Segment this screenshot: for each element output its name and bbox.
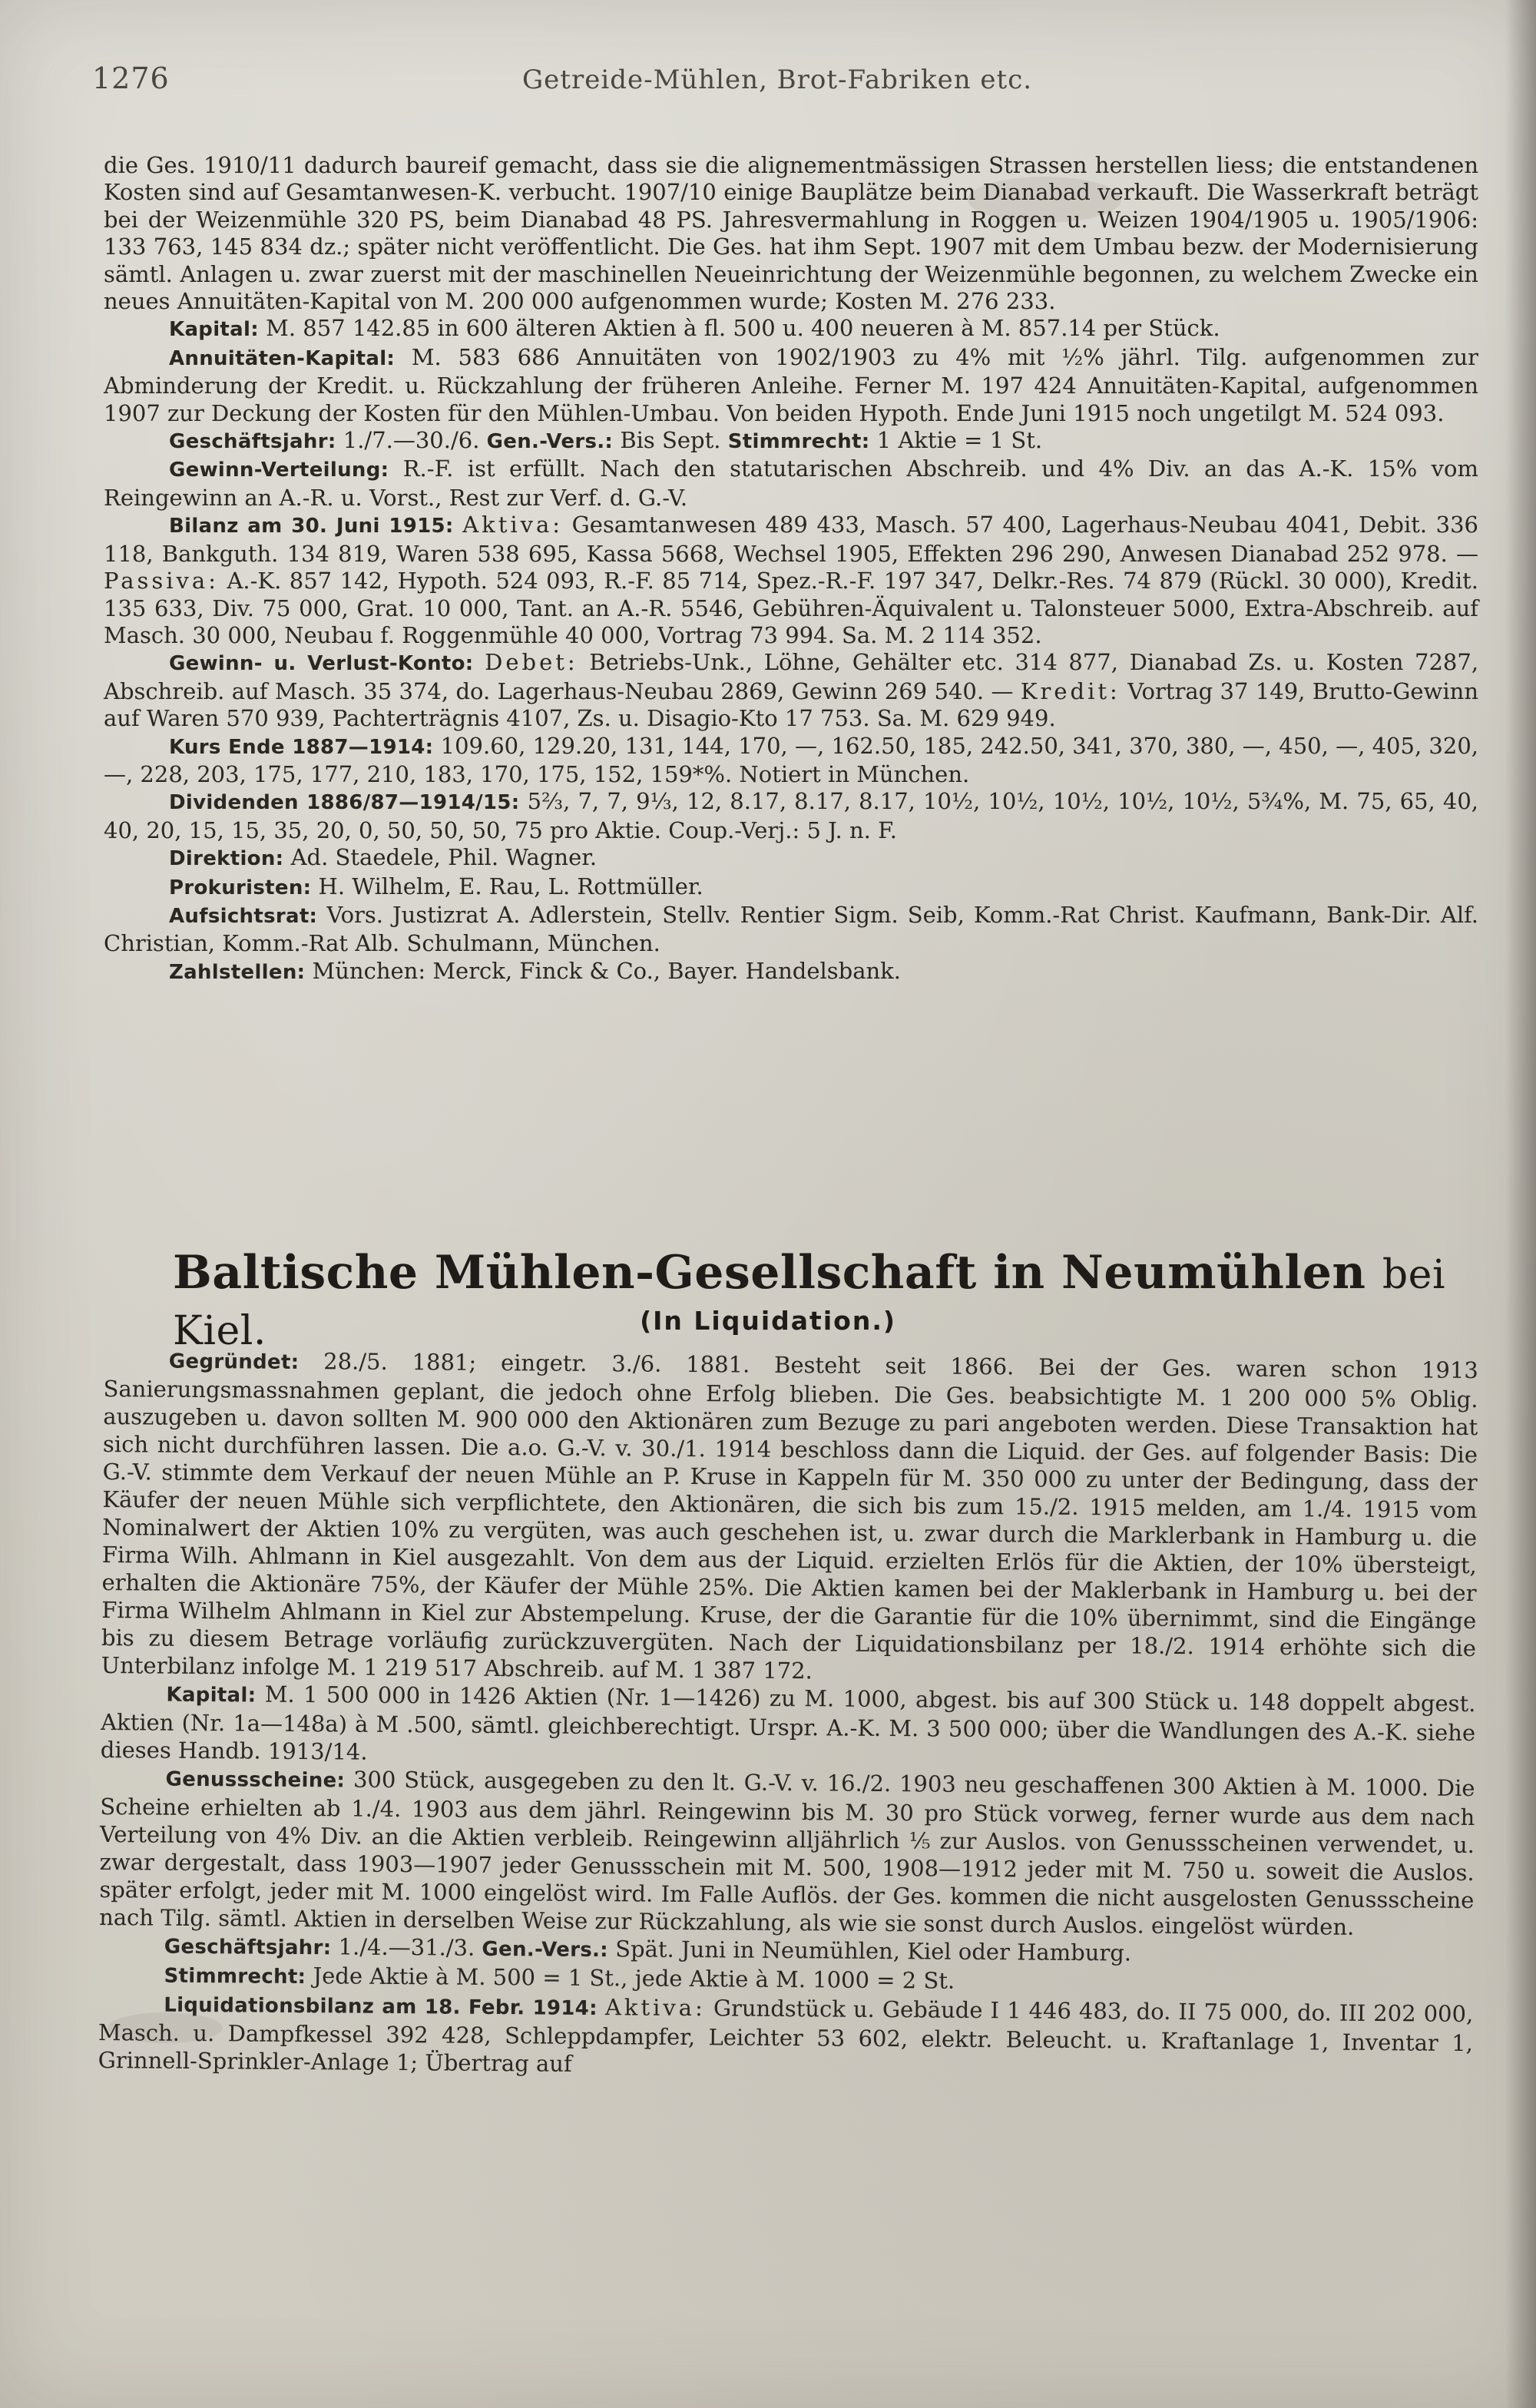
- kapital-paragraph-2: [101, 1679, 1476, 1774]
- aktiva-text-2: Grundstück u. Gebäude I 1 446 483, do. II 75 000, do. III 202 000, Masch. u. Dampfkessel 392 428, Schleppdampfer, Leichter 53 602, elektr. Beleucht. u. Kraftanlage 1, Inventar 1, Grinnell-Sprinkler-Anlage 1; Übertrag auf: [98, 1995, 1474, 2077]
- dividenden-text: 5⅔, 7, 7, 9⅓, 12, 8.17, 8.17, 8.17, 10½, 10½, 10½, 10½, 10½, 5¾%, M. 75, 65, 40, 40, 20, 15, 15, 35, 20, 0, 50, 50, 50, 75 pro Aktie. Coup.-Verj.: 5 J. n. F.: [104, 788, 1478, 843]
- aktiva-label-2: Aktiva:: [604, 1994, 706, 2022]
- stimmrecht-text: 1 Aktie = 1 St.: [876, 427, 1043, 454]
- geschaeftsjahr-label: Geschäftsjahr:: [169, 430, 336, 454]
- kapital-text: M. 857 142.85 in 600 älteren Aktien à fl. 500 u. 400 neueren à M. 857.14 per Stück.: [266, 315, 1220, 342]
- genvers-label: Gen.-Vers.:: [486, 430, 614, 454]
- direktion-text: Ad. Staedele, Phil. Wagner.: [290, 844, 598, 871]
- kapital-label-2: Kapital:: [166, 1683, 257, 1707]
- geschaeftsjahr-label-2: Geschäftsjahr:: [164, 1935, 332, 1960]
- kurs-label: Kurs Ende 1887—1914:: [169, 735, 434, 759]
- bilanz-paragraph: [104, 512, 1478, 649]
- zahlstellen-label: Zahlstellen:: [169, 960, 306, 984]
- annuitaeten-label: Annuitäten-Kapital:: [169, 346, 396, 370]
- dividenden-paragraph: [104, 788, 1478, 844]
- genvers-label-2: Gen.-Vers.:: [482, 1937, 609, 1963]
- geschaeftsjahr-text-2: 1./4.—31./3.: [338, 1933, 475, 1961]
- direktion-paragraph: [104, 844, 1478, 873]
- aktiva-label: Aktiva:: [462, 512, 564, 538]
- gegruendet-label: Gegründet:: [168, 1350, 300, 1374]
- genussscheine-text: 300 Stück, ausgegeben zu den lt. G.-V. v. 16./2. 1903 neu geschaffenen 300 Aktien à M. 1000. Die Scheine erhielten ab 1./4. 1903 aus dem jährl. Reingewinn bis M. 30 pro Stück vorweg, ferner wurde aus dem nach Verteilung von 4% Div. an die Aktien verbleib. Reingewinn alljährlich ⅕ zur Auslos. von Genussscheinen verwendet, u. zwar dergestalt, dass 1903—1907 jeder Genussschein mit M. 500, 1908—1912 jeder mit M. 750 u. soweit die Auslos. später erfolgt, jeder mit M. 1000 eingelöst wird. Im Falle Auflös. der Ges. kommen die nicht ausgelosten Genussscheine nach Tilg. sämtl. Aktien in derselben Weise zur Rückzahlung, als wie sie sonst durch Auslos. eingelöst würden.: [99, 1766, 1475, 1940]
- liqbilanz-paragraph: [98, 1989, 1474, 2085]
- aufsichtsrat-text: Vors. Justizrat A. Adlerstein, Stellv. Rentier Sigm. Seib, Komm.-Rat Christ. Kaufmann, Bank-Dir. Alf. Christian, Komm.-Rat Alb. Schulmann, München.: [104, 901, 1479, 957]
- aktiva-text: Gesamtanwesen 489 433, Masch. 57 400, Lagerhaus-Neubau 4041, Debit. 336 118, Bankguth. 134 819, Waren 538 695, Kassa 5668, Wechsel 1905, Effekten 296 290, Anwesen Dianabad 252 978. —: [104, 512, 1479, 567]
- guv-paragraph: [104, 649, 1478, 732]
- intro-paragraph: die Ges. 1910/11 dadurch baureif gemacht, dass sie die alignementmässigen Strassen herstellen liess; die entstandenen Kosten sind auf Gesamtanwesen-K. verbucht. 1907/10 einige Bauplätze beim Dianabad verkauft. Die Wasserkraft beträgt bei der Weizenmühle 320 PS, beim Dianabad 48 PS. Jahresvermahlung in Roggen u. Weizen 1904/1905 u. 1905/1906: 133 763, 145 834 dz.; später nicht veröffentlicht. Die Ges. hat ihm Sept. 1907 mit dem Umbau bezw. der Modernisierung sämtl. Anlagen u. zwar zuerst mit der maschinellen Neueinrichtung der Weizenmühle begonnen, zu welchem Zwecke ein neues Annuitäten-Kapital von M. 200 000 aufgenommen wurde; Kosten M. 276 233.: [104, 152, 1478, 315]
- gewinnverteilung-paragraph: [104, 455, 1478, 512]
- direktion-label: Direktion:: [169, 847, 284, 871]
- prokuristen-paragraph: [104, 873, 1478, 902]
- kapital-text-2: M. 1 500 000 in 1426 Aktien (Nr. 1—1426) zu M. 1000, abgest. bis auf 300 Stück u. 148 doppelt abgest. Aktien (Nr. 1a—148a) à M .500, sämtl. gleichberechtigt. Urspr. A.-K. M. 3 500 000; über die Wandlungen des A.-K. siehe dieses Handb. 1913/14.: [100, 1681, 1476, 1765]
- page-edge-shadow: [1505, 0, 1536, 2408]
- zahlstellen-text: München: Merck, Finck & Co., Bayer. Handelsbank.: [312, 957, 901, 984]
- gegruendet-text: 28./5. 1881; eingetr. 3./6. 1881. Besteht seit 1866. Bei der Ges. waren schon 1913 Sanierungsmassnahmen geplant, die jedoch ohne Erfolg blieben. Die Ges. beabsichtigte M. 1 200 000 5% Oblig. auszugeben u. davon sollten M. 900 000 den Aktionären zum Bezuge zu pari angeboten werden. Diese Transaktion hat sich nicht durchführen lassen. Die a.o. G.-V. v. 30./1. 1914 beschloss dann die Liquid. der Ges. auf folgender Basis: Die G.-V. stimmte dem Verkauf der neuen Mühle an P. Kruse in Kappeln für M. 350 000 zu unter der Bedingung, dass der Käufer der neuen Mühle sich verpflichtete, den Aktionären, die sich bis zum 15./2. 1915 melden, am 1./4. 1915 vom Nominalwert der Aktien 10% zu vergüten, was auch geschehen ist, u. zwar durch die Marklerbank in Hamburg u. die Firma Wilh. Ahlmann in Kiel ausgezahlt. Von dem aus der Liquid. erzielten Erlös für die Aktien, der 10% übersteigt, erhalten die Aktionäre 75%, der Käufer der Mühle 25%. Die Aktien kamen bei der Maklerbank in Hamburg u. bei der Firma Wilhelm Ahlmann in Kiel zur Abstempelung. Kruse, der die Garantie für die 10% übernimmt, sind die Eingänge bis zu diesem Betrage vorläufig zurückzuvergüten. Nach der Liquidationsbilanz per 18./2. 1914 erhöhte sich die Unterbilanz infolge M. 1 219 517 Abschreib. auf M. 1 387 172.: [101, 1348, 1478, 1684]
- prokuristen-text: H. Wilhelm, E. Rau, L. Rottmüller.: [318, 873, 703, 899]
- genussscheine-paragraph: [99, 1764, 1475, 1942]
- bilanz-label: Bilanz am 30. Juni 1915:: [169, 515, 454, 538]
- zahlstellen-paragraph: [104, 958, 1478, 986]
- passiva-label: Passiva:: [104, 568, 219, 595]
- prokuristen-label: Prokuristen:: [169, 876, 312, 899]
- liqbilanz-label: Liquidationsbilanz am 18. Febr. 1914:: [164, 1993, 598, 2021]
- kredit-label: Kredit:: [1020, 677, 1121, 704]
- debet-label: Debet:: [485, 649, 578, 676]
- kapital-paragraph: [104, 315, 1478, 343]
- company-title: [173, 1246, 1478, 1358]
- company-entry-baltische: [98, 1346, 1478, 2085]
- genvers-text: Bis Sept.: [620, 427, 721, 454]
- gewinnverteilung-text: R.-F. ist erfüllt. Nach den statutarischen Abschreib. und 4% Div. an das A.-K. 15% vom Reingewinn an A.-R. u. Vorst., Rest zur Verf. d. G.-V.: [104, 455, 1478, 511]
- stimmrecht-label-2: Stimmrecht:: [164, 1964, 306, 1989]
- genvers-text-2: Spät. Juni in Neumühlen, Kiel oder Hamburg.: [615, 1936, 1132, 1966]
- debet-text: Betriebs-Unk., Löhne, Gehälter etc. 314 877, Dianabad Zs. u. Kosten 7287, Abschreib. auf Masch. 35 374, do. Lagerhaus-Neubau 2869, Gewinn 269 540. —: [104, 649, 1479, 704]
- page-number: 1276: [92, 61, 170, 95]
- running-head: Getreide-Mühlen, Brot-Fabriken etc.: [522, 65, 1033, 95]
- company-location-suffix: bei Kiel.: [173, 1252, 1446, 1354]
- guv-label: Gewinn- u. Verlust-Konto:: [169, 652, 474, 676]
- kredit-text: Vortrag 37 149, Brutto-Gewinn auf Waren 570 939, Pachterträgnis 4107, Zs. u. Disagio-Kto 17 753. Sa. M. 629 949.: [104, 677, 1479, 732]
- aufsichtsrat-paragraph: [104, 902, 1478, 958]
- kapital-label: Kapital:: [169, 318, 259, 342]
- page-header: [92, 61, 1475, 115]
- gewinnverteilung-label: Gewinn-Verteilung:: [169, 459, 389, 482]
- geschaeftsjahr-paragraph: [104, 427, 1478, 455]
- kurs-paragraph: [104, 733, 1478, 789]
- annuitaeten-paragraph: [104, 344, 1478, 427]
- company-entry-continued: [104, 152, 1478, 986]
- genussscheine-label: Genussscheine:: [165, 1767, 346, 1793]
- stimmrecht-label: Stimmrecht:: [727, 430, 870, 454]
- kurs-text: 109.60, 129.20, 131, 144, 170, —, 162.50, 185, 242.50, 341, 370, 380, —, 450, —, 405, 320, —, 228, 203, 175, 177, 210, 183, 170, 175, 152, 159*%. Notiert in München.: [104, 732, 1478, 787]
- passiva-text: A.-K. 857 142, Hypoth. 524 093, R.-F. 85 714, Spez.-R.-F. 197 347, Delkr.-Res. 74 879 (Rückl. 30 000), Kredit. 135 633, Div. 75 000, Grat. 10 000, Tant. an A.-R. 5546, Gebühren-Äquivalent u. Talonsteuer 5000, Extra-Abschreib. auf Masch. 30 000, Neubau f. Roggenmühle 40 000, Vortrag 73 994. Sa. M. 2 114 352.: [104, 568, 1479, 648]
- stimmrecht-text-2: Jede Aktie à M. 500 = 1 St., jede Aktie à M. 1000 = 2 St.: [313, 1963, 955, 1994]
- geschaeftsjahr-text: 1./7.—30./6.: [343, 427, 480, 454]
- company-name: Baltische Mühlen-Gesellschaft in Neumühlen: [173, 1246, 1366, 1300]
- company-status: (In Liquidation.): [640, 1306, 896, 1336]
- annuitaeten-text: M. 583 686 Annuitäten von 1902/1903 zu 4% mit ½% jährl. Tilg. aufgenommen zur Abminderung der Kredit. u. Rückzahlung der früheren Anleihe. Ferner M. 197 424 Annuitäten-Kapital, aufgenommen 1907 zur Deckung der Kosten für den Mühlen-Umbau. Von beiden Hypoth. Ende Juni 1915 noch ungetilgt M. 524 093.: [104, 343, 1478, 426]
- aufsichtsrat-label: Aufsichtsrat:: [169, 904, 318, 928]
- gegruendet-paragraph: [101, 1346, 1478, 1690]
- dividenden-label: Dividenden 1886/87—1914/15:: [169, 791, 520, 815]
